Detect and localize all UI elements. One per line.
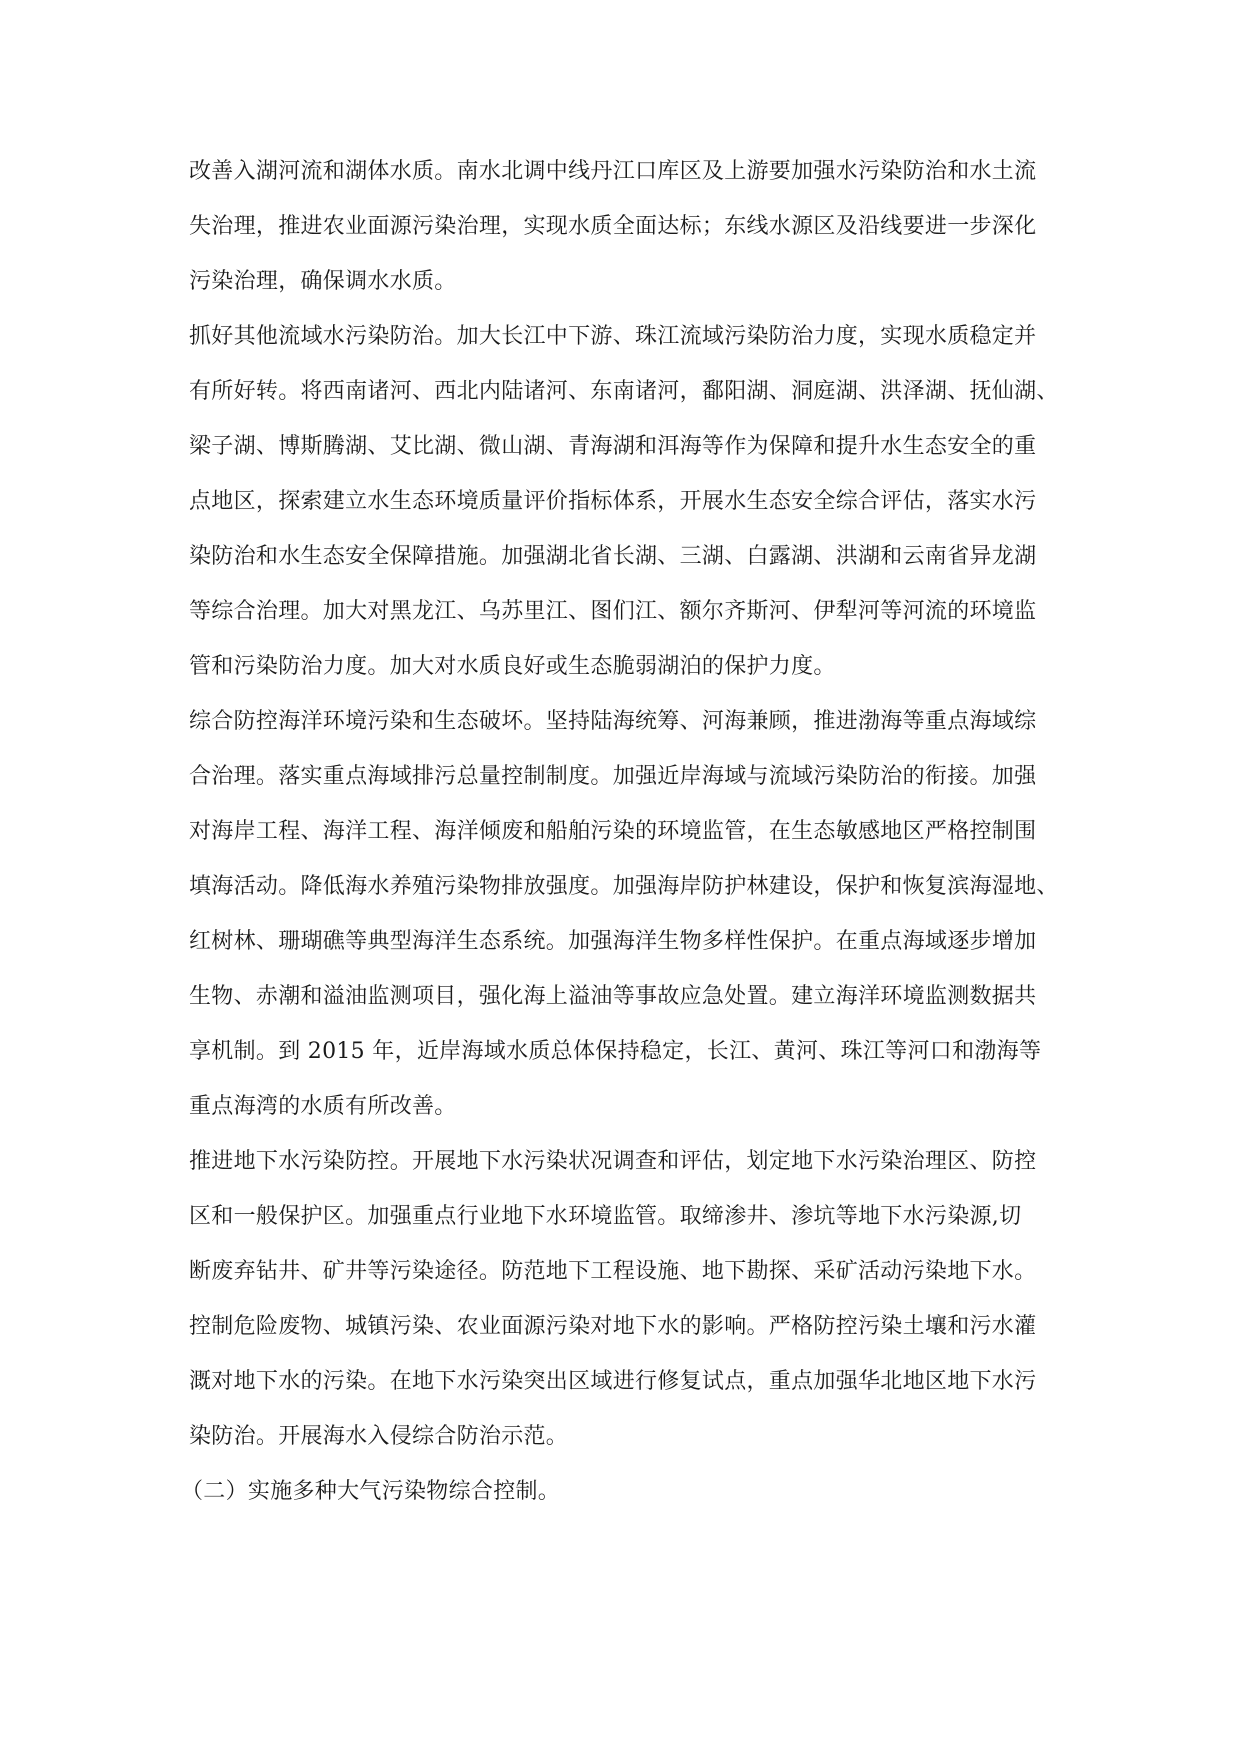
paragraph-start-line: 综合防控海洋环境污染和生态破坏。坚持陆海统筹、河海兼顾，推进渤海等重点海域综: [189, 709, 1037, 734]
text-line: 污染治理，确保调水水质。: [189, 269, 457, 294]
text-line: 区和一般保护区。加强重点行业地下水环境监管。取缔渗井、渗坑等地下水污染源,切: [189, 1204, 1022, 1229]
text-line: 享机制。到 2015 年，近岸海域水质总体保持稳定，长江、黄河、珠江等河口和渤海等: [189, 1039, 1042, 1064]
text-line: 染防治。开展海水入侵综合防治示范。: [189, 1424, 569, 1449]
text-line: 失治理，推进农业面源污染治理，实现水质全面达标；东线水源区及沿线要进一步深化: [189, 214, 1037, 239]
paragraph-start-line: 抓好其他流域水污染防治。加大长江中下游、珠江流域污染防治力度，实现水质稳定并: [189, 324, 1037, 349]
text-line: 断废弃钻井、矿井等污染途径。防范地下工程设施、地下勘探、采矿活动污染地下水。: [189, 1259, 1037, 1284]
text-line: 合治理。落实重点海域排污总量控制制度。加强近岸海域与流域污染防治的衔接。加强: [189, 764, 1037, 789]
text-line: 对海岸工程、海洋工程、海洋倾废和船舶污染的环境监管，在生态敏感地区严格控制围: [189, 819, 1037, 844]
text-line: 梁子湖、博斯腾湖、艾比湖、微山湖、青海湖和洱海等作为保障和提升水生态安全的重: [189, 434, 1037, 459]
text-line: 溉对地下水的污染。在地下水污染突出区域进行修复试点，重点加强华北地区地下水污: [189, 1369, 1037, 1394]
text-line: 填海活动。降低海水养殖污染物排放强度。加强海岸防护林建设，保护和恢复滨海湿地、: [189, 874, 1059, 899]
text-line: 重点海湾的水质有所改善。: [189, 1094, 457, 1119]
text-line: 管和污染防治力度。加大对水质良好或生态脆弱湖泊的保护力度。: [189, 654, 836, 679]
text-line: 等综合治理。加大对黑龙江、乌苏里江、图们江、额尔齐斯河、伊犁河等河流的环境监: [189, 599, 1037, 624]
text-line: 控制危险废物、城镇污染、农业面源污染对地下水的影响。严格防控污染土壤和污水灌: [189, 1314, 1037, 1339]
text-line: 改善入湖河流和湖体水质。南水北调中线丹江口库区及上游要加强水污染防治和水土流: [189, 159, 1037, 184]
text-line: 有所好转。将西南诸河、西北内陆诸河、东南诸河，鄱阳湖、洞庭湖、洪泽湖、抚仙湖、: [189, 379, 1059, 404]
text-line: 点地区，探索建立水生态环境质量评价指标体系，开展水生态安全综合评估，落实水污: [189, 489, 1037, 514]
text-line: 染防治和水生态安全保障措施。加强湖北省长湖、三湖、白露湖、洪湖和云南省异龙湖: [189, 544, 1037, 569]
paragraph-start-line: 推进地下水污染防控。开展地下水污染状况调查和评估，划定地下水污染治理区、防控: [189, 1149, 1037, 1174]
text-line: 红树林、珊瑚礁等典型海洋生态系统。加强海洋生物多样性保护。在重点海域逐步增加: [189, 929, 1037, 954]
text-line: 生物、赤潮和溢油监测项目，强化海上溢油等事故应急处置。建立海洋环境监测数据共: [189, 984, 1037, 1009]
section-heading: （二）实施多种大气污染物综合控制。: [181, 1479, 561, 1504]
